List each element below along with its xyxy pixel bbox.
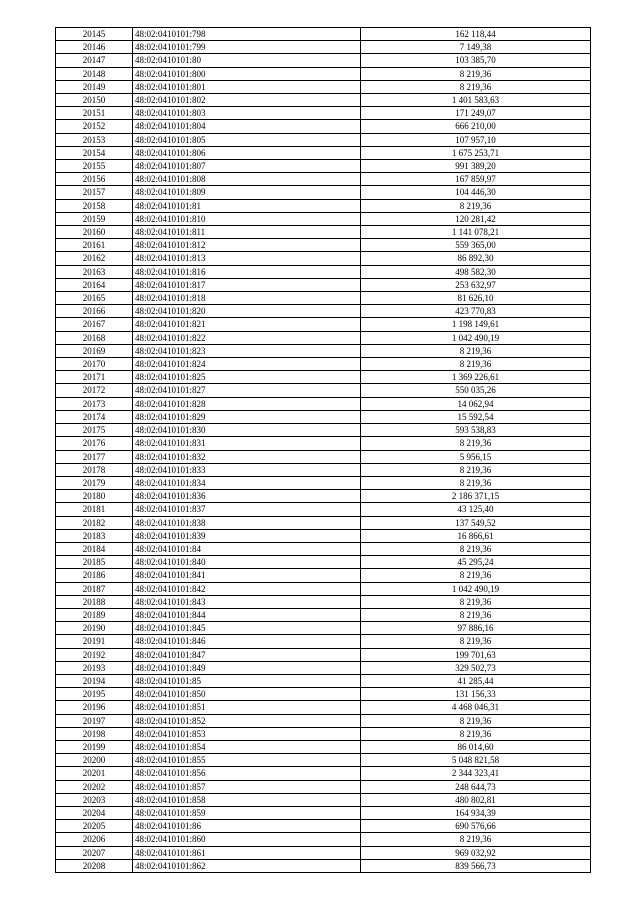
cadastral-value-cell: 104 446,30 xyxy=(361,186,591,199)
row-number-cell: 20145 xyxy=(56,28,133,41)
row-number-cell: 20202 xyxy=(56,780,133,793)
table-row xyxy=(56,780,591,793)
cadastral-number-cell: 48:02:0410101:831 xyxy=(133,437,361,450)
row-number-cell: 20173 xyxy=(56,397,133,410)
cadastral-number-cell: 48:02:0410101:825 xyxy=(133,371,361,384)
table-row xyxy=(56,622,591,635)
table-row xyxy=(56,542,591,555)
table-row xyxy=(56,292,591,305)
table-row xyxy=(56,344,591,357)
cadastral-value-cell: 8 219,36 xyxy=(361,542,591,555)
cadastral-value-cell: 1 042 490,19 xyxy=(361,331,591,344)
table-row xyxy=(56,476,591,489)
row-number-cell: 20163 xyxy=(56,265,133,278)
cadastral-number-cell: 48:02:0410101:836 xyxy=(133,490,361,503)
cadastral-number-cell: 48:02:0410101:837 xyxy=(133,503,361,516)
cadastral-number-cell: 48:02:0410101:859 xyxy=(133,806,361,819)
table-row xyxy=(56,754,591,767)
row-number-cell: 20198 xyxy=(56,727,133,740)
row-number-cell: 20181 xyxy=(56,503,133,516)
table-row xyxy=(56,252,591,265)
row-number-cell: 20148 xyxy=(56,67,133,80)
row-number-cell: 20157 xyxy=(56,186,133,199)
cadastral-value-cell: 43 125,40 xyxy=(361,503,591,516)
cadastral-value-cell: 8 219,36 xyxy=(361,608,591,621)
cadastral-value-cell: 97 886,16 xyxy=(361,622,591,635)
cadastral-value-cell: 45 295,24 xyxy=(361,556,591,569)
row-number-cell: 20161 xyxy=(56,239,133,252)
cadastral-value-cell: 248 644,73 xyxy=(361,780,591,793)
table-row xyxy=(56,727,591,740)
row-number-cell: 20168 xyxy=(56,331,133,344)
row-number-cell: 20177 xyxy=(56,450,133,463)
table-row xyxy=(56,529,591,542)
row-number-cell: 20192 xyxy=(56,648,133,661)
table-row xyxy=(56,199,591,212)
table-row xyxy=(56,265,591,278)
row-number-cell: 20184 xyxy=(56,542,133,555)
cadastral-number-cell: 48:02:0410101:861 xyxy=(133,846,361,859)
row-number-cell: 20191 xyxy=(56,635,133,648)
row-number-cell: 20175 xyxy=(56,424,133,437)
table-row xyxy=(56,94,591,107)
cadastral-value-cell: 253 632,97 xyxy=(361,278,591,291)
cadastral-number-cell: 48:02:0410101:842 xyxy=(133,582,361,595)
cadastral-number-cell: 48:02:0410101:830 xyxy=(133,424,361,437)
cadastral-value-cell: 107 957,10 xyxy=(361,133,591,146)
table-row xyxy=(56,661,591,674)
cadastral-value-cell: 8 219,36 xyxy=(361,635,591,648)
cadastral-number-cell: 48:02:0410101:821 xyxy=(133,318,361,331)
row-number-cell: 20172 xyxy=(56,384,133,397)
cadastral-number-cell: 48:02:0410101:808 xyxy=(133,173,361,186)
table-row xyxy=(56,371,591,384)
cadastral-value-cell: 2 186 371,15 xyxy=(361,490,591,503)
table-body xyxy=(56,28,591,873)
cadastral-number-cell: 48:02:0410101:802 xyxy=(133,94,361,107)
cadastral-number-cell: 48:02:0410101:855 xyxy=(133,754,361,767)
row-number-cell: 20183 xyxy=(56,529,133,542)
row-number-cell: 20156 xyxy=(56,173,133,186)
cadastral-number-cell: 48:02:0410101:854 xyxy=(133,740,361,753)
cadastral-value-cell: 41 285,44 xyxy=(361,674,591,687)
cadastral-number-cell: 48:02:0410101:843 xyxy=(133,595,361,608)
cadastral-number-cell: 48:02:0410101:853 xyxy=(133,727,361,740)
cadastral-number-cell: 48:02:0410101:846 xyxy=(133,635,361,648)
cadastral-value-cell: 1 401 583,63 xyxy=(361,94,591,107)
row-number-cell: 20164 xyxy=(56,278,133,291)
cadastral-value-cell: 131 156,33 xyxy=(361,688,591,701)
cadastral-value-cell: 162 118,44 xyxy=(361,28,591,41)
cadastral-value-cell: 1 198 149,61 xyxy=(361,318,591,331)
cadastral-value-cell: 7 149,38 xyxy=(361,41,591,54)
cadastral-value-cell: 498 582,30 xyxy=(361,265,591,278)
table-row xyxy=(56,278,591,291)
cadastral-value-cell: 1 141 078,21 xyxy=(361,226,591,239)
cadastral-number-cell: 48:02:0410101:813 xyxy=(133,252,361,265)
table-row xyxy=(56,674,591,687)
table-row xyxy=(56,556,591,569)
row-number-cell: 20169 xyxy=(56,344,133,357)
table-row xyxy=(56,41,591,54)
cadastral-number-cell: 48:02:0410101:832 xyxy=(133,450,361,463)
row-number-cell: 20176 xyxy=(56,437,133,450)
cadastral-value-cell: 8 219,36 xyxy=(361,358,591,371)
table-row xyxy=(56,226,591,239)
table-row xyxy=(56,516,591,529)
row-number-cell: 20154 xyxy=(56,146,133,159)
row-number-cell: 20189 xyxy=(56,608,133,621)
row-number-cell: 20206 xyxy=(56,833,133,846)
table-row xyxy=(56,490,591,503)
cadastral-number-cell: 48:02:0410101:827 xyxy=(133,384,361,397)
table-row xyxy=(56,67,591,80)
cadastral-number-cell: 48:02:0410101:799 xyxy=(133,41,361,54)
cadastral-number-cell: 48:02:0410101:800 xyxy=(133,67,361,80)
cadastral-value-cell: 8 219,36 xyxy=(361,344,591,357)
table-row xyxy=(56,859,591,872)
table-row xyxy=(56,767,591,780)
table-row xyxy=(56,173,591,186)
row-number-cell: 20155 xyxy=(56,160,133,173)
row-number-cell: 20194 xyxy=(56,674,133,687)
cadastral-value-cell: 2 344 323,41 xyxy=(361,767,591,780)
cadastral-number-cell: 48:02:0410101:824 xyxy=(133,358,361,371)
cadastral-value-cell: 8 219,36 xyxy=(361,727,591,740)
cadastral-number-cell: 48:02:0410101:862 xyxy=(133,859,361,872)
cadastral-value-cell: 8 219,36 xyxy=(361,67,591,80)
row-number-cell: 20167 xyxy=(56,318,133,331)
row-number-cell: 20200 xyxy=(56,754,133,767)
cadastral-value-cell: 690 576,66 xyxy=(361,820,591,833)
row-number-cell: 20193 xyxy=(56,661,133,674)
row-number-cell: 20196 xyxy=(56,701,133,714)
cadastral-number-cell: 48:02:0410101:822 xyxy=(133,331,361,344)
table-row xyxy=(56,107,591,120)
table-row xyxy=(56,212,591,225)
row-number-cell: 20153 xyxy=(56,133,133,146)
row-number-cell: 20170 xyxy=(56,358,133,371)
table-row xyxy=(56,318,591,331)
table-row xyxy=(56,648,591,661)
row-number-cell: 20188 xyxy=(56,595,133,608)
table-row xyxy=(56,701,591,714)
row-number-cell: 20205 xyxy=(56,820,133,833)
cadastral-number-cell: 48:02:0410101:833 xyxy=(133,463,361,476)
table-row xyxy=(56,358,591,371)
table-row xyxy=(56,846,591,859)
row-number-cell: 20160 xyxy=(56,226,133,239)
table-row xyxy=(56,384,591,397)
row-number-cell: 20199 xyxy=(56,740,133,753)
cadastral-value-cell: 8 219,36 xyxy=(361,714,591,727)
table-row xyxy=(56,437,591,450)
cadastral-number-cell: 48:02:0410101:834 xyxy=(133,476,361,489)
cadastral-value-cell: 8 219,36 xyxy=(361,833,591,846)
cadastral-number-cell: 48:02:0410101:798 xyxy=(133,28,361,41)
cadastral-number-cell: 48:02:0410101:86 xyxy=(133,820,361,833)
cadastral-number-cell: 48:02:0410101:809 xyxy=(133,186,361,199)
cadastral-number-cell: 48:02:0410101:803 xyxy=(133,107,361,120)
cadastral-number-cell: 48:02:0410101:820 xyxy=(133,305,361,318)
cadastral-number-cell: 48:02:0410101:829 xyxy=(133,410,361,423)
cadastral-number-cell: 48:02:0410101:85 xyxy=(133,674,361,687)
row-number-cell: 20182 xyxy=(56,516,133,529)
row-number-cell: 20208 xyxy=(56,859,133,872)
cadastral-value-cell: 480 802,81 xyxy=(361,793,591,806)
row-number-cell: 20201 xyxy=(56,767,133,780)
cadastral-value-cell: 16 866,61 xyxy=(361,529,591,542)
cadastral-number-cell: 48:02:0410101:823 xyxy=(133,344,361,357)
row-number-cell: 20179 xyxy=(56,476,133,489)
cadastral-number-cell: 48:02:0410101:851 xyxy=(133,701,361,714)
row-number-cell: 20165 xyxy=(56,292,133,305)
cadastral-number-cell: 48:02:0410101:858 xyxy=(133,793,361,806)
row-number-cell: 20197 xyxy=(56,714,133,727)
row-number-cell: 20195 xyxy=(56,688,133,701)
cadastral-number-cell: 48:02:0410101:857 xyxy=(133,780,361,793)
cadastral-value-cell: 8 219,36 xyxy=(361,595,591,608)
table-row xyxy=(56,569,591,582)
table-row xyxy=(56,635,591,648)
row-number-cell: 20166 xyxy=(56,305,133,318)
row-number-cell: 20150 xyxy=(56,94,133,107)
cadastral-value-cell: 8 219,36 xyxy=(361,80,591,93)
cadastral-number-cell: 48:02:0410101:844 xyxy=(133,608,361,621)
table-row xyxy=(56,54,591,67)
cadastral-number-cell: 48:02:0410101:818 xyxy=(133,292,361,305)
row-number-cell: 20186 xyxy=(56,569,133,582)
cadastral-value-cell: 171 249,07 xyxy=(361,107,591,120)
table-row xyxy=(56,714,591,727)
table-row xyxy=(56,410,591,423)
cadastral-value-cell: 1 675 253,71 xyxy=(361,146,591,159)
cadastral-value-cell: 167 859,97 xyxy=(361,173,591,186)
cadastral-number-cell: 48:02:0410101:841 xyxy=(133,569,361,582)
table-row xyxy=(56,833,591,846)
table-row xyxy=(56,503,591,516)
cadastral-number-cell: 48:02:0410101:828 xyxy=(133,397,361,410)
cadastral-value-cell: 550 035,26 xyxy=(361,384,591,397)
table-row xyxy=(56,397,591,410)
cadastral-value-cell: 8 219,36 xyxy=(361,476,591,489)
cadastral-value-cell: 137 549,52 xyxy=(361,516,591,529)
cadastral-number-cell: 48:02:0410101:856 xyxy=(133,767,361,780)
cadastral-value-table xyxy=(55,27,591,873)
table-row xyxy=(56,80,591,93)
table-row xyxy=(56,740,591,753)
cadastral-value-cell: 1 369 226,61 xyxy=(361,371,591,384)
row-number-cell: 20171 xyxy=(56,371,133,384)
table-row xyxy=(56,120,591,133)
cadastral-number-cell: 48:02:0410101:80 xyxy=(133,54,361,67)
table-row xyxy=(56,239,591,252)
cadastral-value-cell: 329 502,73 xyxy=(361,661,591,674)
row-number-cell: 20149 xyxy=(56,80,133,93)
cadastral-value-cell: 991 389,20 xyxy=(361,160,591,173)
cadastral-value-cell: 14 062,94 xyxy=(361,397,591,410)
row-number-cell: 20174 xyxy=(56,410,133,423)
row-number-cell: 20147 xyxy=(56,54,133,67)
table-row xyxy=(56,146,591,159)
row-number-cell: 20190 xyxy=(56,622,133,635)
cadastral-value-cell: 8 219,36 xyxy=(361,437,591,450)
row-number-cell: 20152 xyxy=(56,120,133,133)
cadastral-number-cell: 48:02:0410101:817 xyxy=(133,278,361,291)
table-row xyxy=(56,806,591,819)
row-number-cell: 20146 xyxy=(56,41,133,54)
cadastral-value-cell: 839 566,73 xyxy=(361,859,591,872)
cadastral-number-cell: 48:02:0410101:84 xyxy=(133,542,361,555)
cadastral-value-cell: 8 219,36 xyxy=(361,569,591,582)
row-number-cell: 20204 xyxy=(56,806,133,819)
cadastral-number-cell: 48:02:0410101:839 xyxy=(133,529,361,542)
cadastral-value-cell: 666 210,00 xyxy=(361,120,591,133)
cadastral-value-cell: 86 014,60 xyxy=(361,740,591,753)
table-row xyxy=(56,463,591,476)
table-row xyxy=(56,820,591,833)
cadastral-number-cell: 48:02:0410101:849 xyxy=(133,661,361,674)
cadastral-number-cell: 48:02:0410101:840 xyxy=(133,556,361,569)
cadastral-number-cell: 48:02:0410101:850 xyxy=(133,688,361,701)
table-row xyxy=(56,133,591,146)
table-row xyxy=(56,331,591,344)
cadastral-value-cell: 969 032,92 xyxy=(361,846,591,859)
table-row xyxy=(56,582,591,595)
cadastral-number-cell: 48:02:0410101:860 xyxy=(133,833,361,846)
table-row xyxy=(56,688,591,701)
cadastral-value-cell: 423 770,83 xyxy=(361,305,591,318)
row-number-cell: 20207 xyxy=(56,846,133,859)
row-number-cell: 20178 xyxy=(56,463,133,476)
cadastral-value-cell: 5 048 821,58 xyxy=(361,754,591,767)
cadastral-value-cell: 103 385,70 xyxy=(361,54,591,67)
cadastral-number-cell: 48:02:0410101:805 xyxy=(133,133,361,146)
row-number-cell: 20180 xyxy=(56,490,133,503)
cadastral-value-cell: 1 042 490,19 xyxy=(361,582,591,595)
cadastral-value-cell: 8 219,36 xyxy=(361,463,591,476)
table-row xyxy=(56,424,591,437)
cadastral-number-cell: 48:02:0410101:847 xyxy=(133,648,361,661)
table-row xyxy=(56,595,591,608)
cadastral-value-cell: 120 281,42 xyxy=(361,212,591,225)
cadastral-number-cell: 48:02:0410101:807 xyxy=(133,160,361,173)
cadastral-number-cell: 48:02:0410101:812 xyxy=(133,239,361,252)
table-row xyxy=(56,450,591,463)
table-row xyxy=(56,793,591,806)
cadastral-value-cell: 15 592,54 xyxy=(361,410,591,423)
table-row xyxy=(56,186,591,199)
cadastral-number-cell: 48:02:0410101:811 xyxy=(133,226,361,239)
table-row xyxy=(56,160,591,173)
cadastral-value-cell: 8 219,36 xyxy=(361,199,591,212)
cadastral-value-cell: 164 934,39 xyxy=(361,806,591,819)
cadastral-number-cell: 48:02:0410101:852 xyxy=(133,714,361,727)
row-number-cell: 20162 xyxy=(56,252,133,265)
cadastral-value-cell: 4 468 046,31 xyxy=(361,701,591,714)
cadastral-number-cell: 48:02:0410101:806 xyxy=(133,146,361,159)
cadastral-number-cell: 48:02:0410101:838 xyxy=(133,516,361,529)
cadastral-number-cell: 48:02:0410101:804 xyxy=(133,120,361,133)
cadastral-number-cell: 48:02:0410101:845 xyxy=(133,622,361,635)
row-number-cell: 20203 xyxy=(56,793,133,806)
cadastral-value-cell: 86 892,30 xyxy=(361,252,591,265)
table-row xyxy=(56,608,591,621)
cadastral-number-cell: 48:02:0410101:81 xyxy=(133,199,361,212)
table-row xyxy=(56,305,591,318)
cadastral-value-cell: 593 538,83 xyxy=(361,424,591,437)
cadastral-value-cell: 559 365,00 xyxy=(361,239,591,252)
cadastral-value-cell: 199 701,63 xyxy=(361,648,591,661)
cadastral-value-cell: 81 626,10 xyxy=(361,292,591,305)
cadastral-number-cell: 48:02:0410101:801 xyxy=(133,80,361,93)
row-number-cell: 20185 xyxy=(56,556,133,569)
row-number-cell: 20151 xyxy=(56,107,133,120)
row-number-cell: 20187 xyxy=(56,582,133,595)
row-number-cell: 20159 xyxy=(56,212,133,225)
cadastral-number-cell: 48:02:0410101:810 xyxy=(133,212,361,225)
table-row xyxy=(56,28,591,41)
row-number-cell: 20158 xyxy=(56,199,133,212)
cadastral-number-cell: 48:02:0410101:816 xyxy=(133,265,361,278)
cadastral-value-cell: 5 956,15 xyxy=(361,450,591,463)
